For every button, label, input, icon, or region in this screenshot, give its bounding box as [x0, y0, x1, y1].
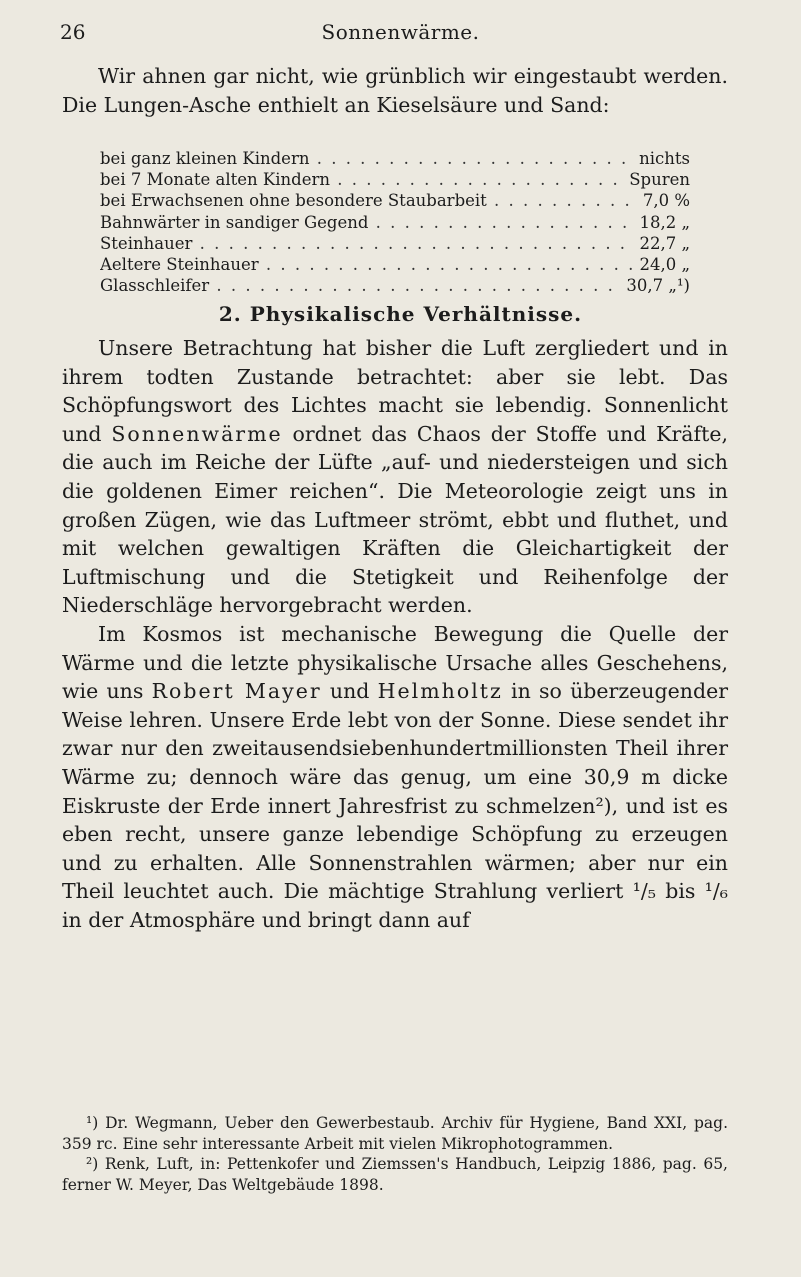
table-row — [100, 169, 690, 190]
table-row — [100, 212, 690, 233]
footnote-2: ²) Renk, Luft, in: Pettenkofer und Ziemssen's Handbuch, Leipzig 1886, pag. 65, ferner W. Meyer, Das Weltgebäude 1898. — [62, 1155, 728, 1194]
table-row — [100, 254, 690, 275]
row-label: Aeltere Steinhauer . . . — [100, 254, 633, 275]
row-value: 18,2 „ — [639, 212, 690, 232]
paragraph-2c-text: in so überzeugender Weise lehren. Unsere Erde lebt von der Sonne. Diese sendet ihr zwar nur den zweitausendsiebenhundertmillionsten Theil ihrer Wärme zu; dennoch wäre das genug, um eine 30,9 m dicke Eiskruste der Erde innert Jahresfrist zu schmelzen²), und ist es eben recht, unsere ganze lebendige Schöpfung zu erzeugen und zu erhalten. Alle Sonnenstrahlen wärmen; aber nur ein Theil leuchtet auch. Die mächtige Strahlung verliert ¹/₅ bis ¹/₆ in der Atmosphäre und bringt dann auf — [62, 679, 728, 932]
running-title: Sonnenwärme. — [321, 20, 480, 44]
intro-paragraph: Wir ahnen gar nicht, wie grünblich wir eingestaubt werden. Die Lungen-Asche enthielt an Kieselsäure und Sand: — [62, 64, 728, 117]
row-label: bei ganz kleinen Kindern . . . — [100, 148, 633, 169]
row-value: 7,0 % — [642, 191, 690, 211]
paragraph-1-text: Unsere Betrachtung hat bisher die Luft zergliedert und in ihrem todten Zustande betrachtet: aber sie lebt. Das Schöpfungswort des Lichtes macht sie lebendig. Sonnenlicht und — [62, 336, 728, 446]
row-value: 30,7 „¹) — [626, 276, 690, 296]
row-value: 24,0 „ — [639, 255, 690, 275]
page-header — [60, 14, 741, 48]
paragraph-1 — [62, 334, 728, 620]
name-helmholtz: Helmholtz — [377, 679, 503, 704]
page-number: 26 — [60, 20, 86, 44]
section-heading: 2. Physikalische Verhältnisse. — [218, 302, 583, 326]
row-label: Bahnwärter in sandiger Gegend . . . — [100, 212, 633, 233]
term-sonnenwaerme: Sonnenwärme — [111, 421, 283, 446]
table-row — [100, 148, 690, 169]
row-label: bei Erwachsenen ohne besondere Staubarbeit . . . — [100, 190, 637, 211]
paragraph-2b-text: und — [329, 679, 370, 704]
row-label: bei 7 Monate alten Kindern . . . — [100, 169, 623, 190]
row-value: Spuren — [629, 170, 690, 190]
table-row — [100, 190, 690, 211]
main-text — [62, 334, 728, 934]
table-row — [100, 275, 690, 296]
name-robert-mayer: Robert Mayer — [151, 679, 322, 704]
paragraph-2 — [62, 620, 728, 935]
row-label: Steinhauer . . . — [100, 233, 633, 254]
footnote-1: ¹) Dr. Wegmann, Ueber den Gewerbestaub. Archiv für Hygiene, Band XXI, pag. 359 rc. Eine sehr interessante Arbeit mit vielen Mikrophotogrammen. — [62, 1114, 728, 1153]
paragraph-1b-text: ordnet das Chaos der Stoffe und Kräfte, die auch im Reiche der Lüfte „auf- und niedersteigen und sich die goldenen Eimer reichen“. Die Meteorologie zeigt uns in großen Zügen, wie das Luftmeer strömt, ebbt und fluthet, und mit welchen gewaltigen Kräften die Gleichartigkeit der Luftmischung und die Stetigkeit und Reihenfolge der Niederschläge hervorgebracht werden. — [62, 421, 728, 618]
table-row — [100, 233, 690, 254]
row-value: nichts — [639, 149, 690, 168]
paragraph-2a-text: Im Kosmos ist mechanische Bewegung die Quelle der Wärme und die letzte physikalische Ursache alles Geschehens, wie uns — [62, 621, 728, 704]
row-value: 22,7 „ — [639, 233, 690, 253]
row-label: Glasschleifer . . . — [100, 275, 620, 296]
dust-table — [100, 148, 690, 296]
footnotes — [62, 1113, 728, 1195]
